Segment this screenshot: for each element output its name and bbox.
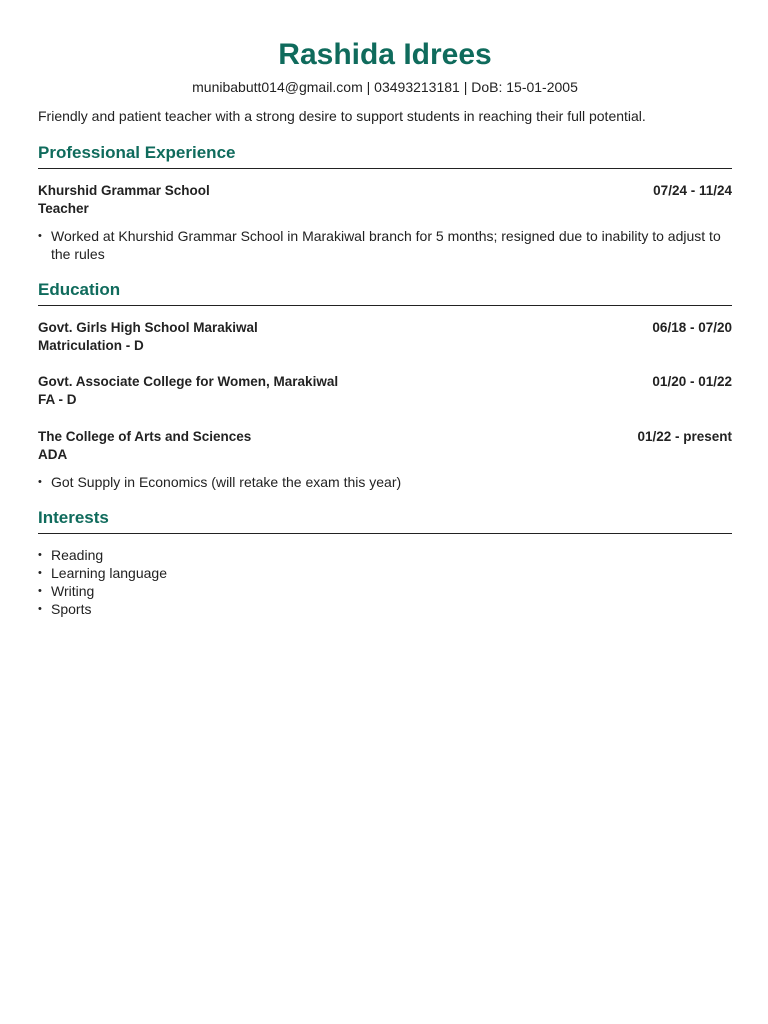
bullet-icon: • [38, 549, 42, 561]
list-item: • Writing [38, 583, 95, 599]
education-section [38, 279, 732, 491]
entry-degree: ADA [38, 447, 68, 462]
interests-section [38, 507, 732, 618]
bullet-icon: • [38, 567, 42, 579]
section-title-education: Education [38, 279, 732, 306]
bullet-icon: • [38, 585, 42, 597]
bullet-icon: • [38, 603, 42, 615]
entry-org: The College of Arts and Sciences [38, 429, 252, 444]
entry-bullets [38, 227, 732, 263]
interests-list [38, 546, 732, 618]
resume-page [38, 36, 732, 618]
entry-org: Govt. Associate College for Women, Marakiwal [38, 374, 339, 389]
bullet-icon: • [38, 230, 42, 242]
entry-dates: 01/20 - 01/22 [652, 374, 732, 389]
summary: Friendly and patient teacher with a strong desire to support students in reaching their full potential. [38, 108, 646, 124]
entry-org: Khurshid Grammar School [38, 183, 210, 198]
experience-entry [38, 182, 732, 263]
education-entry [38, 428, 732, 491]
list-item: • Reading [38, 547, 104, 563]
entry-role: Teacher [38, 201, 89, 216]
entry-degree: FA - D [38, 392, 77, 407]
list-item: • Got Supply in Economics (will retake the exam this year) [38, 474, 402, 490]
contact-line: munibabutt014@gmail.com | 03493213181 | DoB: 15-01-2005 [192, 79, 578, 95]
list-item: • Learning language [38, 565, 167, 581]
candidate-name: Rashida Idrees [278, 38, 492, 71]
section-title-interests: Interests [38, 507, 732, 534]
entry-dates: 06/18 - 07/20 [652, 320, 732, 335]
entry-degree: Matriculation - D [38, 338, 144, 353]
section-title-experience: Professional Experience [38, 142, 732, 169]
list-item: • Worked at Khurshid Grammar School in Marakiwal branch for 5 months; resigned due to inability to adjust to the rules [38, 228, 721, 262]
bullet-icon: • [38, 476, 42, 488]
entry-dates: 01/22 - present [637, 429, 732, 444]
education-entry [38, 373, 732, 409]
entry-bullets [38, 473, 732, 491]
list-item: • Sports [38, 601, 92, 617]
entry-dates: 07/24 - 11/24 [653, 183, 732, 198]
entry-org: Govt. Girls High School Marakiwal [38, 320, 258, 335]
experience-section [38, 142, 732, 263]
education-entry [38, 319, 732, 355]
